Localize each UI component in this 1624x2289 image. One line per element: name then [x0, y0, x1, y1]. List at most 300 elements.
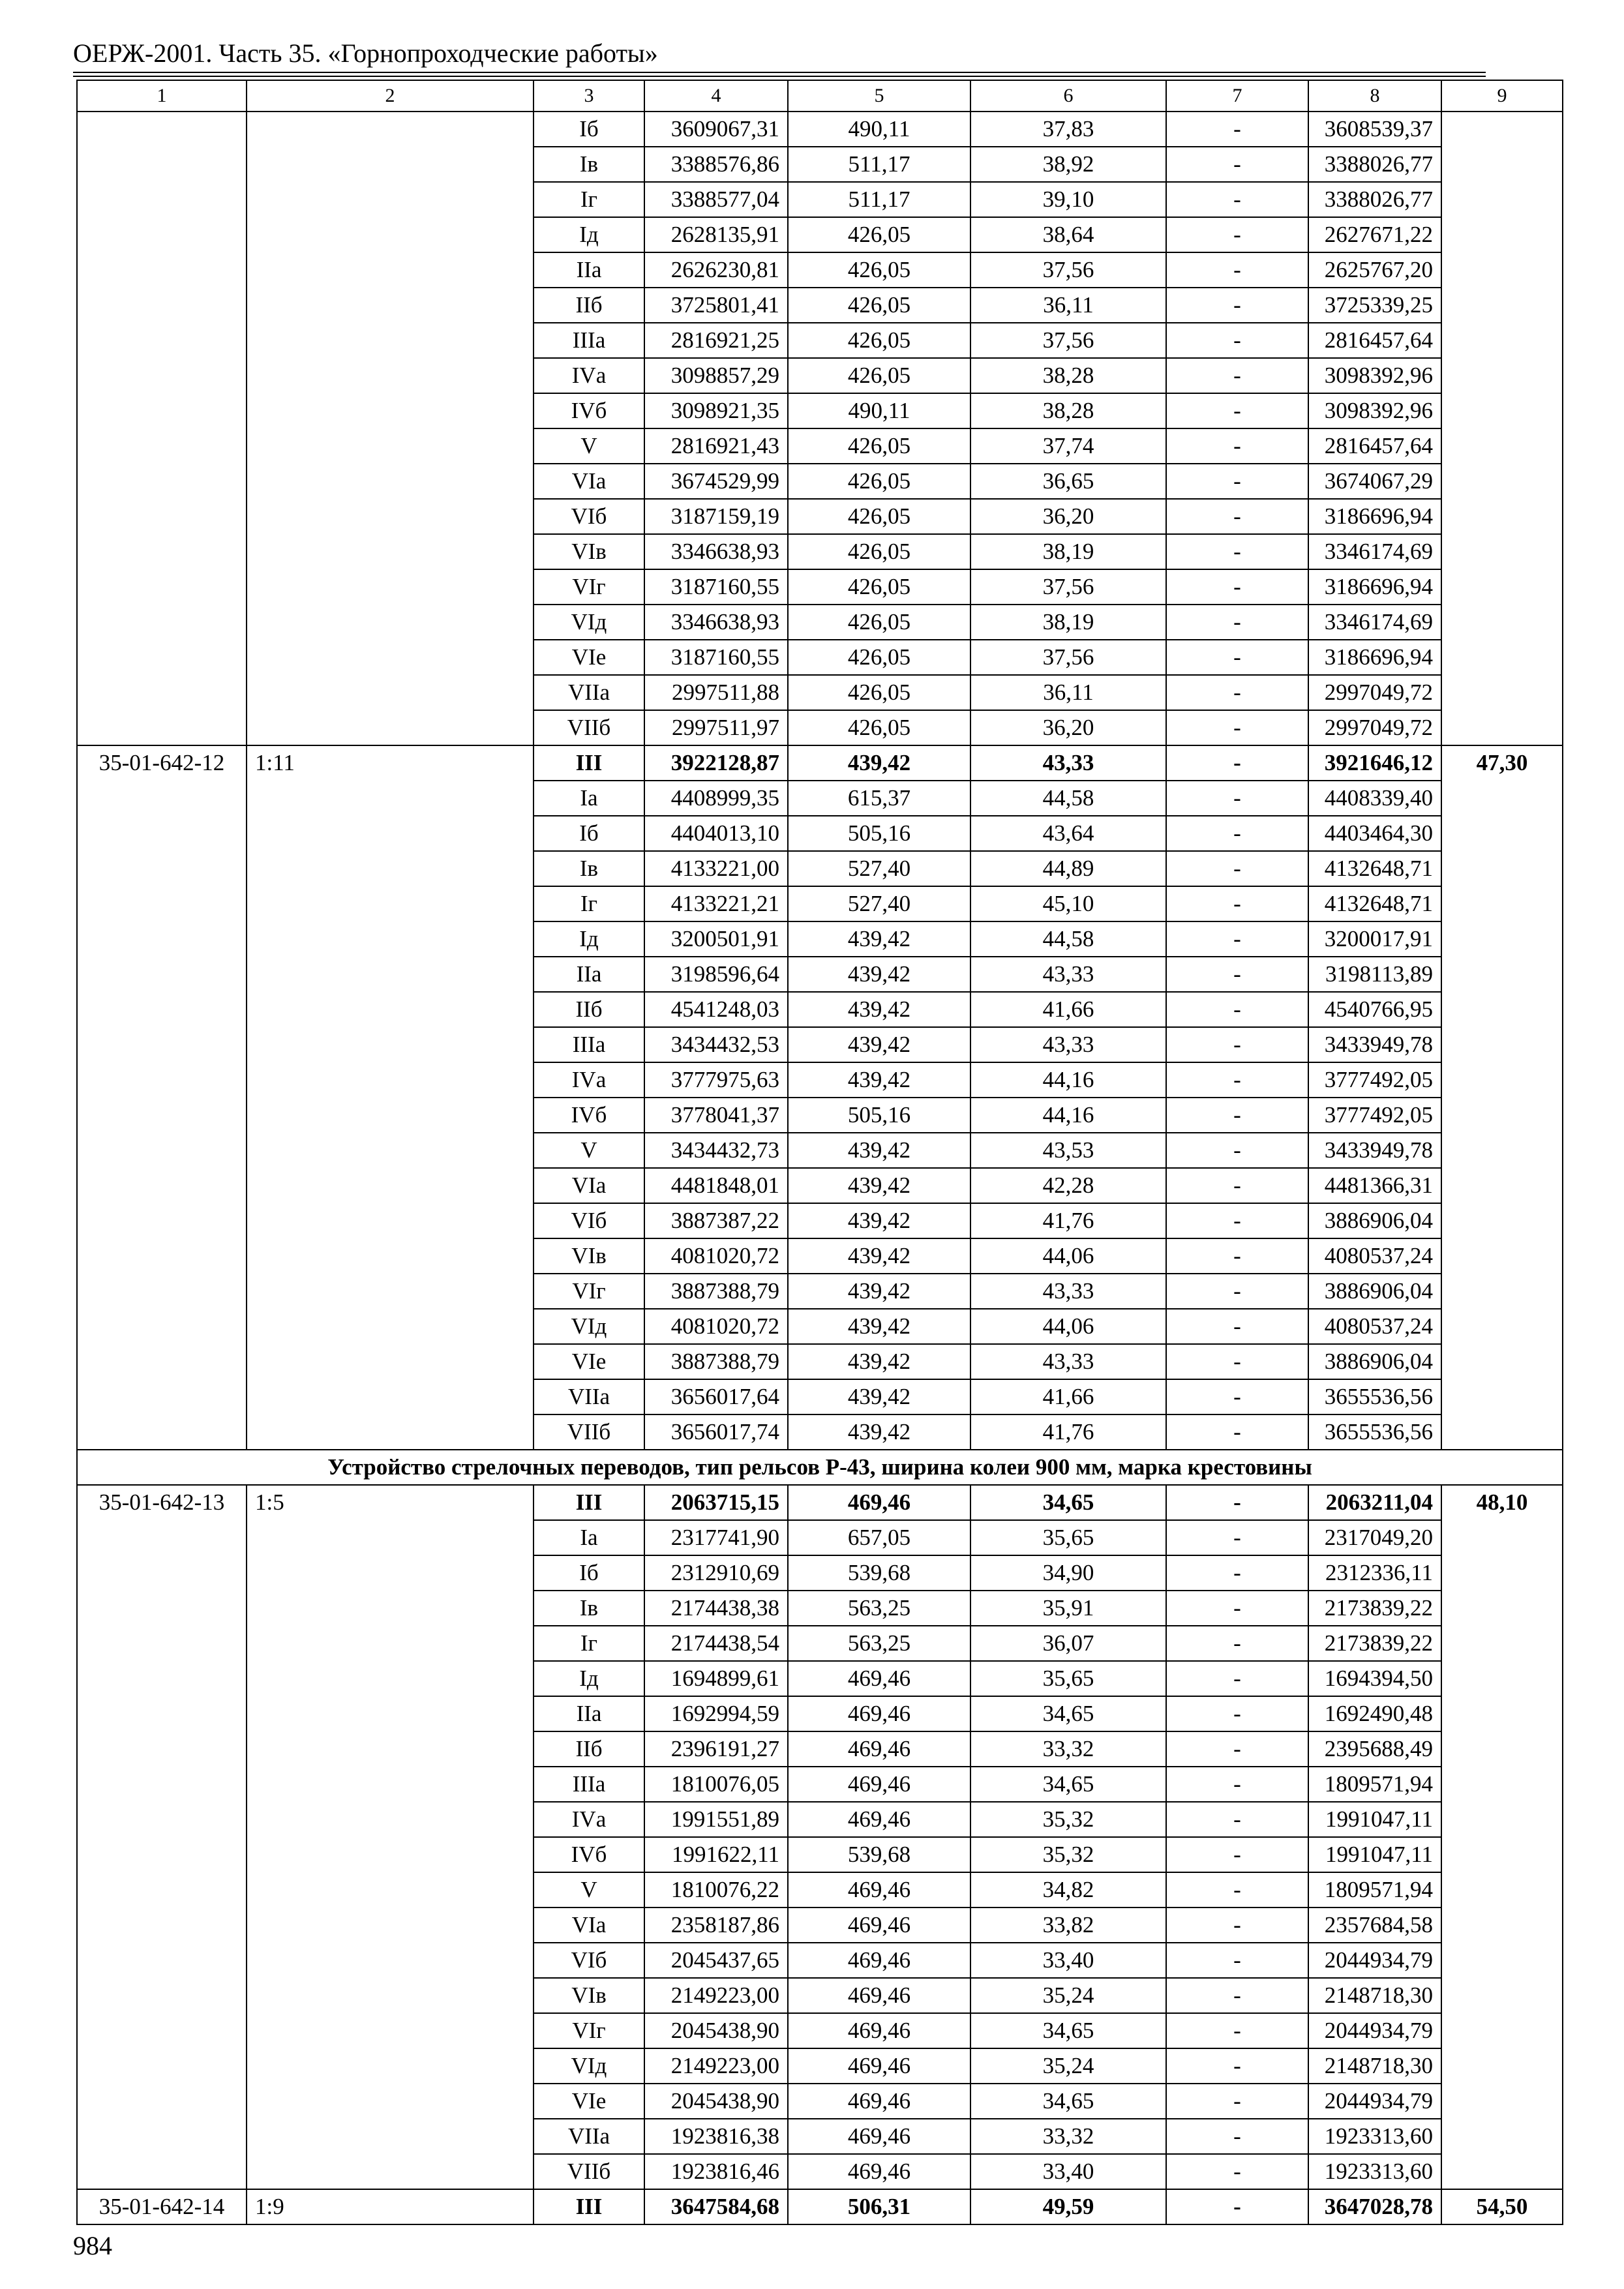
machine-cost-cell: 37,56	[970, 323, 1166, 358]
total-cost-cell: 3187160,55	[644, 569, 788, 605]
machine-cost-cell: 38,92	[970, 147, 1166, 182]
machine-cost-cell: 33,40	[970, 2154, 1166, 2189]
drivers-wages-cell: -	[1166, 886, 1308, 921]
drivers-wages-cell: -	[1166, 675, 1308, 710]
machine-cost-cell: 34,90	[970, 1555, 1166, 1591]
materials-cell: 3433949,78	[1308, 1027, 1441, 1062]
wages-cell: 657,05	[788, 1520, 970, 1555]
materials-cell: 4403464,30	[1308, 816, 1441, 851]
wages-cell: 469,46	[788, 2013, 970, 2048]
machine-cost-cell: 34,65	[970, 2013, 1166, 2048]
drivers-wages-cell: -	[1166, 781, 1308, 816]
wages-cell: 426,05	[788, 358, 970, 393]
total-cost-cell: 3098857,29	[644, 358, 788, 393]
wages-cell: 469,46	[788, 1908, 970, 1943]
total-cost-cell: 3777975,63	[644, 1062, 788, 1098]
category-cell: V	[534, 1133, 644, 1168]
machine-cost-cell: 36,11	[970, 675, 1166, 710]
column-number: 3	[534, 80, 644, 112]
drivers-wages-cell: -	[1166, 992, 1308, 1027]
materials-cell: 2816457,64	[1308, 323, 1441, 358]
materials-cell: 4540766,95	[1308, 992, 1441, 1027]
prices-table	[76, 80, 1563, 2225]
wages-cell: 426,05	[788, 323, 970, 358]
materials-cell: 1991047,11	[1308, 1802, 1441, 1837]
total-cost-cell: 4404013,10	[644, 816, 788, 851]
machine-cost-cell: 38,28	[970, 358, 1166, 393]
total-cost-cell: 2626230,81	[644, 252, 788, 288]
total-cost-cell: 1694899,61	[644, 1661, 788, 1696]
machine-cost-cell: 41,76	[970, 1203, 1166, 1238]
category-cell: Iд	[534, 217, 644, 252]
category-cell: IVа	[534, 1062, 644, 1098]
category-cell: Iд	[534, 921, 644, 957]
drivers-wages-cell: -	[1166, 640, 1308, 675]
drivers-wages-cell: -	[1166, 1802, 1308, 1837]
labor-cost-cell: 47,30	[1441, 745, 1563, 1450]
category-cell: IVа	[534, 1802, 644, 1837]
wages-cell: 539,68	[788, 1555, 970, 1591]
machine-cost-cell: 41,66	[970, 1379, 1166, 1414]
total-cost-cell: 3434432,73	[644, 1133, 788, 1168]
table-body	[77, 80, 1563, 2224]
materials-cell: 3198113,89	[1308, 957, 1441, 992]
total-cost-cell: 3187160,55	[644, 640, 788, 675]
drivers-wages-cell: -	[1166, 1767, 1308, 1802]
category-cell: VIв	[534, 1238, 644, 1274]
materials-cell: 1694394,50	[1308, 1661, 1441, 1696]
drivers-wages-cell: -	[1166, 745, 1308, 781]
wages-cell: 439,42	[788, 1062, 970, 1098]
drivers-wages-cell: -	[1166, 1238, 1308, 1274]
wages-cell: 511,17	[788, 182, 970, 217]
wages-cell: 439,42	[788, 1414, 970, 1450]
machine-cost-cell: 35,24	[970, 1978, 1166, 2013]
drivers-wages-cell: -	[1166, 1274, 1308, 1309]
materials-cell: 3186696,94	[1308, 569, 1441, 605]
rate-name-cell: 1:9	[247, 2189, 534, 2224]
total-cost-cell: 2628135,91	[644, 217, 788, 252]
materials-cell: 1809571,94	[1308, 1872, 1441, 1908]
total-cost-cell: 3725801,41	[644, 288, 788, 323]
machine-cost-cell: 36,07	[970, 1626, 1166, 1661]
wages-cell: 490,11	[788, 393, 970, 428]
wages-cell: 469,46	[788, 1943, 970, 1978]
materials-cell: 4132648,71	[1308, 886, 1441, 921]
category-cell: Iг	[534, 886, 644, 921]
wages-cell: 426,05	[788, 675, 970, 710]
category-cell: IIIа	[534, 1027, 644, 1062]
drivers-wages-cell: -	[1166, 1309, 1308, 1344]
total-cost-cell: 4133221,00	[644, 851, 788, 886]
total-cost-cell: 2997511,97	[644, 710, 788, 745]
total-cost-cell: 3656017,74	[644, 1414, 788, 1450]
materials-cell: 2044934,79	[1308, 1943, 1441, 1978]
drivers-wages-cell: -	[1166, 1414, 1308, 1450]
category-cell: VIв	[534, 534, 644, 569]
materials-cell: 1809571,94	[1308, 1767, 1441, 1802]
machine-cost-cell: 34,65	[970, 1767, 1166, 1802]
category-cell: Iб	[534, 816, 644, 851]
machine-cost-cell: 43,64	[970, 816, 1166, 851]
total-cost-cell: 3434432,53	[644, 1027, 788, 1062]
materials-cell: 3433949,78	[1308, 1133, 1441, 1168]
drivers-wages-cell: -	[1166, 2119, 1308, 2154]
category-cell: VIв	[534, 1978, 644, 2013]
machine-cost-cell: 35,65	[970, 1520, 1166, 1555]
total-cost-cell: 1810076,22	[644, 1872, 788, 1908]
wages-cell: 439,42	[788, 1203, 970, 1238]
total-cost-cell: 2174438,38	[644, 1591, 788, 1626]
machine-cost-cell: 38,28	[970, 393, 1166, 428]
drivers-wages-cell: -	[1166, 1344, 1308, 1379]
category-cell: Iв	[534, 147, 644, 182]
total-cost-cell: 1991551,89	[644, 1802, 788, 1837]
machine-cost-cell: 35,24	[970, 2048, 1166, 2084]
machine-cost-cell: 37,56	[970, 252, 1166, 288]
wages-cell: 439,42	[788, 1309, 970, 1344]
total-cost-cell: 1810076,05	[644, 1767, 788, 1802]
wages-cell: 426,05	[788, 605, 970, 640]
materials-cell: 1923313,60	[1308, 2154, 1441, 2189]
wages-cell: 439,42	[788, 957, 970, 992]
total-cost-cell: 2063715,15	[644, 1485, 788, 1520]
machine-cost-cell: 36,11	[970, 288, 1166, 323]
materials-cell: 2173839,22	[1308, 1591, 1441, 1626]
drivers-wages-cell: -	[1166, 1133, 1308, 1168]
materials-cell: 4080537,24	[1308, 1309, 1441, 1344]
wages-cell: 469,46	[788, 2154, 970, 2189]
drivers-wages-cell: -	[1166, 358, 1308, 393]
total-cost-cell: 2149223,00	[644, 2048, 788, 2084]
total-cost-cell: 2997511,88	[644, 675, 788, 710]
machine-cost-cell: 33,32	[970, 1731, 1166, 1767]
machine-cost-cell: 38,19	[970, 534, 1166, 569]
category-cell: VIг	[534, 569, 644, 605]
wages-cell: 469,46	[788, 1485, 970, 1520]
machine-cost-cell: 36,20	[970, 710, 1166, 745]
drivers-wages-cell: -	[1166, 921, 1308, 957]
drivers-wages-cell: -	[1166, 1872, 1308, 1908]
materials-cell: 3608539,37	[1308, 112, 1441, 147]
drivers-wages-cell: -	[1166, 1908, 1308, 1943]
wages-cell: 563,25	[788, 1626, 970, 1661]
materials-cell: 4132648,71	[1308, 851, 1441, 886]
column-number: 8	[1308, 80, 1441, 112]
total-cost-cell: 2312910,69	[644, 1555, 788, 1591]
labor-cost-cell: 54,50	[1441, 2189, 1563, 2224]
machine-cost-cell: 41,76	[970, 1414, 1166, 1450]
total-cost-cell: 3674529,99	[644, 464, 788, 499]
category-cell: VIа	[534, 1908, 644, 1943]
total-cost-cell: 3187159,19	[644, 499, 788, 534]
drivers-wages-cell: -	[1166, 1168, 1308, 1203]
wages-cell: 469,46	[788, 1767, 970, 1802]
wages-cell: 426,05	[788, 640, 970, 675]
wages-cell: 527,40	[788, 886, 970, 921]
materials-cell: 2148718,30	[1308, 2048, 1441, 2084]
column-number: 1	[77, 80, 247, 112]
header-rule-second	[73, 76, 1486, 77]
category-cell: III	[534, 2189, 644, 2224]
wages-cell: 469,46	[788, 1731, 970, 1767]
total-cost-cell: 4133221,21	[644, 886, 788, 921]
wages-cell: 527,40	[788, 851, 970, 886]
section-row	[77, 1450, 1563, 1485]
materials-cell: 3725339,25	[1308, 288, 1441, 323]
category-cell: VIб	[534, 1943, 644, 1978]
category-cell: IIIа	[534, 323, 644, 358]
category-cell: IIб	[534, 288, 644, 323]
category-cell: VIб	[534, 1203, 644, 1238]
machine-cost-cell: 44,06	[970, 1238, 1166, 1274]
category-cell: VIд	[534, 2048, 644, 2084]
machine-cost-cell: 44,58	[970, 781, 1166, 816]
wages-cell: 469,46	[788, 1696, 970, 1731]
total-cost-cell: 3346638,93	[644, 534, 788, 569]
drivers-wages-cell: -	[1166, 2154, 1308, 2189]
drivers-wages-cell: -	[1166, 1027, 1308, 1062]
machine-cost-cell: 36,20	[970, 499, 1166, 534]
drivers-wages-cell: -	[1166, 499, 1308, 534]
total-cost-cell: 2045438,90	[644, 2013, 788, 2048]
drivers-wages-cell: -	[1166, 2084, 1308, 2119]
machine-cost-cell: 43,33	[970, 1344, 1166, 1379]
total-cost-cell: 3656017,64	[644, 1379, 788, 1414]
column-number-row	[77, 80, 1563, 112]
rate-name-cell: 1:5	[247, 1485, 534, 2189]
drivers-wages-cell: -	[1166, 1062, 1308, 1098]
wages-cell: 439,42	[788, 1344, 970, 1379]
materials-cell: 2357684,58	[1308, 1908, 1441, 1943]
machine-cost-cell: 42,28	[970, 1168, 1166, 1203]
table-row	[77, 2189, 1563, 2224]
machine-cost-cell: 35,32	[970, 1802, 1166, 1837]
category-cell: IVб	[534, 1837, 644, 1872]
machine-cost-cell: 43,33	[970, 745, 1166, 781]
rate-code-cell: 35-01-642-13	[77, 1485, 247, 2189]
category-cell: Iг	[534, 1626, 644, 1661]
drivers-wages-cell: -	[1166, 605, 1308, 640]
machine-cost-cell: 44,16	[970, 1062, 1166, 1098]
category-cell: IVб	[534, 393, 644, 428]
machine-cost-cell: 35,65	[970, 1661, 1166, 1696]
machine-cost-cell: 39,10	[970, 182, 1166, 217]
machine-cost-cell: 34,65	[970, 2084, 1166, 2119]
drivers-wages-cell: -	[1166, 1591, 1308, 1626]
drivers-wages-cell: -	[1166, 1943, 1308, 1978]
machine-cost-cell: 36,65	[970, 464, 1166, 499]
total-cost-cell: 3778041,37	[644, 1098, 788, 1133]
machine-cost-cell: 37,83	[970, 112, 1166, 147]
rate-name-cell	[247, 112, 534, 745]
table-row	[77, 112, 1563, 147]
wages-cell: 469,46	[788, 1661, 970, 1696]
wages-cell: 539,68	[788, 1837, 970, 1872]
materials-cell: 4408339,40	[1308, 781, 1441, 816]
drivers-wages-cell: -	[1166, 2048, 1308, 2084]
wages-cell: 439,42	[788, 1274, 970, 1309]
total-cost-cell: 3887387,22	[644, 1203, 788, 1238]
materials-cell: 2044934,79	[1308, 2084, 1441, 2119]
total-cost-cell: 2174438,54	[644, 1626, 788, 1661]
rate-code-cell	[77, 112, 247, 745]
wages-cell: 439,42	[788, 992, 970, 1027]
wages-cell: 439,42	[788, 1238, 970, 1274]
drivers-wages-cell: -	[1166, 534, 1308, 569]
wages-cell: 490,11	[788, 112, 970, 147]
column-number: 4	[644, 80, 788, 112]
total-cost-cell: 2045437,65	[644, 1943, 788, 1978]
wages-cell: 469,46	[788, 2119, 970, 2154]
machine-cost-cell: 41,66	[970, 992, 1166, 1027]
category-cell: III	[534, 745, 644, 781]
table-row	[77, 745, 1563, 781]
total-cost-cell: 2149223,00	[644, 1978, 788, 2013]
materials-cell: 2625767,20	[1308, 252, 1441, 288]
drivers-wages-cell: -	[1166, 1203, 1308, 1238]
drivers-wages-cell: -	[1166, 1661, 1308, 1696]
wages-cell: 563,25	[788, 1591, 970, 1626]
column-number: 7	[1166, 80, 1308, 112]
category-cell: VIIа	[534, 675, 644, 710]
materials-cell: 2312336,11	[1308, 1555, 1441, 1591]
machine-cost-cell: 34,82	[970, 1872, 1166, 1908]
drivers-wages-cell: -	[1166, 816, 1308, 851]
table-row	[77, 1485, 1563, 1520]
materials-cell: 3200017,91	[1308, 921, 1441, 957]
machine-cost-cell: 44,58	[970, 921, 1166, 957]
materials-cell: 2997049,72	[1308, 710, 1441, 745]
drivers-wages-cell: -	[1166, 957, 1308, 992]
machine-cost-cell: 33,32	[970, 2119, 1166, 2154]
category-cell: Iд	[534, 1661, 644, 1696]
total-cost-cell: 3200501,91	[644, 921, 788, 957]
page-header-title: ОЕРЖ-2001. Часть 35. «Горнопроходческие работы»	[73, 38, 658, 68]
category-cell: V	[534, 428, 644, 464]
wages-cell: 469,46	[788, 1872, 970, 1908]
materials-cell: 2627671,22	[1308, 217, 1441, 252]
materials-cell: 3098392,96	[1308, 393, 1441, 428]
category-cell: VIIб	[534, 710, 644, 745]
machine-cost-cell: 44,06	[970, 1309, 1166, 1344]
wages-cell: 511,17	[788, 147, 970, 182]
column-number: 5	[788, 80, 970, 112]
drivers-wages-cell: -	[1166, 569, 1308, 605]
drivers-wages-cell: -	[1166, 2013, 1308, 2048]
machine-cost-cell: 33,40	[970, 1943, 1166, 1978]
machine-cost-cell: 49,59	[970, 2189, 1166, 2224]
drivers-wages-cell: -	[1166, 217, 1308, 252]
total-cost-cell: 4408999,35	[644, 781, 788, 816]
category-cell: IIа	[534, 1696, 644, 1731]
total-cost-cell: 2816921,25	[644, 323, 788, 358]
total-cost-cell: 3098921,35	[644, 393, 788, 428]
category-cell: V	[534, 1872, 644, 1908]
category-cell: Iг	[534, 182, 644, 217]
category-cell: Iа	[534, 1520, 644, 1555]
wages-cell: 426,05	[788, 464, 970, 499]
materials-cell: 2173839,22	[1308, 1626, 1441, 1661]
machine-cost-cell: 33,82	[970, 1908, 1166, 1943]
category-cell: VIд	[534, 1309, 644, 1344]
machine-cost-cell: 44,89	[970, 851, 1166, 886]
wages-cell: 469,46	[788, 2084, 970, 2119]
category-cell: VIIа	[534, 1379, 644, 1414]
total-cost-cell: 4081020,72	[644, 1309, 788, 1344]
total-cost-cell: 1923816,38	[644, 2119, 788, 2154]
materials-cell: 3346174,69	[1308, 605, 1441, 640]
category-cell: IIб	[534, 992, 644, 1027]
drivers-wages-cell: -	[1166, 147, 1308, 182]
category-cell: Iб	[534, 112, 644, 147]
wages-cell: 469,46	[788, 2048, 970, 2084]
total-cost-cell: 3922128,87	[644, 745, 788, 781]
category-cell: IVб	[534, 1098, 644, 1133]
machine-cost-cell: 44,16	[970, 1098, 1166, 1133]
labor-cost-cell	[1441, 112, 1563, 745]
total-cost-cell: 2396191,27	[644, 1731, 788, 1767]
machine-cost-cell: 37,56	[970, 640, 1166, 675]
materials-cell: 3098392,96	[1308, 358, 1441, 393]
drivers-wages-cell: -	[1166, 112, 1308, 147]
wages-cell: 439,42	[788, 1168, 970, 1203]
materials-cell: 2044934,79	[1308, 2013, 1441, 2048]
category-cell: VIд	[534, 605, 644, 640]
column-number: 6	[970, 80, 1166, 112]
drivers-wages-cell: -	[1166, 1379, 1308, 1414]
materials-cell: 1923313,60	[1308, 2119, 1441, 2154]
materials-cell: 3388026,77	[1308, 182, 1441, 217]
category-cell: IVа	[534, 358, 644, 393]
drivers-wages-cell: -	[1166, 323, 1308, 358]
wages-cell: 469,46	[788, 1802, 970, 1837]
wages-cell: 426,05	[788, 710, 970, 745]
materials-cell: 2816457,64	[1308, 428, 1441, 464]
drivers-wages-cell: -	[1166, 1555, 1308, 1591]
wages-cell: 469,46	[788, 1978, 970, 2013]
machine-cost-cell: 43,33	[970, 1274, 1166, 1309]
category-cell: VIе	[534, 1344, 644, 1379]
rate-code-cell: 35-01-642-12	[77, 745, 247, 1450]
header-rule	[73, 72, 1486, 73]
drivers-wages-cell: -	[1166, 464, 1308, 499]
drivers-wages-cell: -	[1166, 1520, 1308, 1555]
total-cost-cell: 3346638,93	[644, 605, 788, 640]
wages-cell: 506,31	[788, 2189, 970, 2224]
category-cell: VIIа	[534, 2119, 644, 2154]
wages-cell: 505,16	[788, 816, 970, 851]
machine-cost-cell: 34,65	[970, 1696, 1166, 1731]
drivers-wages-cell: -	[1166, 393, 1308, 428]
materials-cell: 2063211,04	[1308, 1485, 1441, 1520]
category-cell: VIIб	[534, 1414, 644, 1450]
materials-cell: 3921646,12	[1308, 745, 1441, 781]
machine-cost-cell: 45,10	[970, 886, 1166, 921]
wages-cell: 426,05	[788, 499, 970, 534]
wages-cell: 426,05	[788, 288, 970, 323]
category-cell: VIIб	[534, 2154, 644, 2189]
wages-cell: 426,05	[788, 428, 970, 464]
drivers-wages-cell: -	[1166, 1731, 1308, 1767]
materials-cell: 3777492,05	[1308, 1062, 1441, 1098]
wages-cell: 426,05	[788, 252, 970, 288]
total-cost-cell: 2358187,86	[644, 1908, 788, 1943]
column-number: 9	[1441, 80, 1563, 112]
materials-cell: 2997049,72	[1308, 675, 1441, 710]
category-cell: Iв	[534, 851, 644, 886]
materials-cell: 1692490,48	[1308, 1696, 1441, 1731]
